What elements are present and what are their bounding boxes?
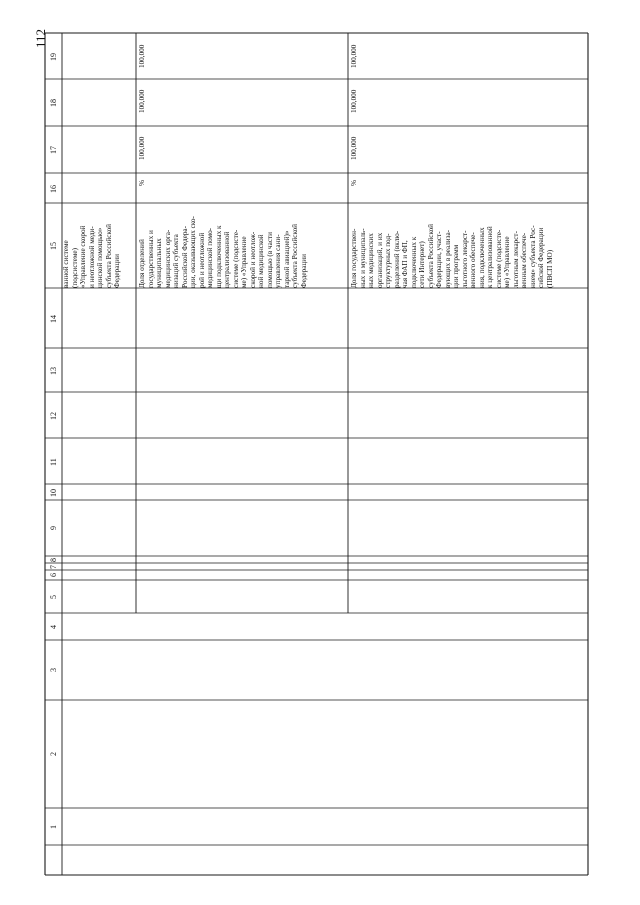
value-col18-row-2: 100,000 [138,89,146,113]
column-number-15: 15 [49,242,58,250]
column-number-10: 10 [49,488,58,497]
value-col18-row-3: 100,000 [350,89,358,113]
indicator-name-row-2: Доля отделений государственных и муниципальных медицинских орга- низаций субъекта Российской Федера- ции, оказывающих ско- рой и неотложной медицинской помо- щи подключенных к централизованной системе (подсисте- ме) «Управление скорой и неотлож- ной медицинской помощью (в части управления сани- тарной авиацией)» субъекта Российской Федерации [138,216,308,288]
column-number-18: 18 [49,99,58,107]
value-col17-row-3: 100,000 [350,136,358,160]
column-number-16: 16 [49,184,58,193]
column-number-6: 6 [49,573,58,578]
column-number-19: 19 [49,52,58,61]
column-number-11: 11 [49,457,58,466]
unit-row-3: % [350,180,358,186]
indicator-name-row-3: Доля государствен- ных и муниципаль- ных медицинских организаций, и их структурных под- разделений (вклю- чая ФАП и ФП, подключенных к сети Интернет) субъекта Российской Федерации, участ- вующих в реализа- ции программ льготного лекарст- венного обеспече- ния, подключенных к централизованной системе (подсисте- ме) «Управление льготным лекарст- венным обеспече- нием» субъекта Рос- сийской Федерации (ПВСП МО) [350,223,554,288]
page-number-text: 112 [33,28,48,48]
column-number-7: 7 [49,564,58,569]
column-number-8: 8 [49,557,58,562]
column-number-17: 17 [49,146,58,154]
column-number-5: 5 [49,594,58,599]
column-number-9: 9 [49,526,58,531]
column-number-13: 13 [49,366,58,375]
unit-row-2: % [138,180,146,186]
column-number-1: 1 [49,824,58,829]
value-col19-row-2: 100,000 [138,44,146,68]
column-number-2: 2 [49,752,58,757]
column-number-4: 4 [49,624,58,629]
column-number-14: 14 [49,314,58,323]
column-number-3: 3 [49,668,58,673]
value-col17-row-2: 100,000 [138,136,146,160]
indicator-name-row-1: ванной системе (подсистеме) «Управление скорой и неотложной меди- цинской помощью» субъекта Российской Федерации [62,223,121,288]
column-number-12: 12 [49,411,58,420]
value-col19-row-3: 100,000 [350,44,358,68]
